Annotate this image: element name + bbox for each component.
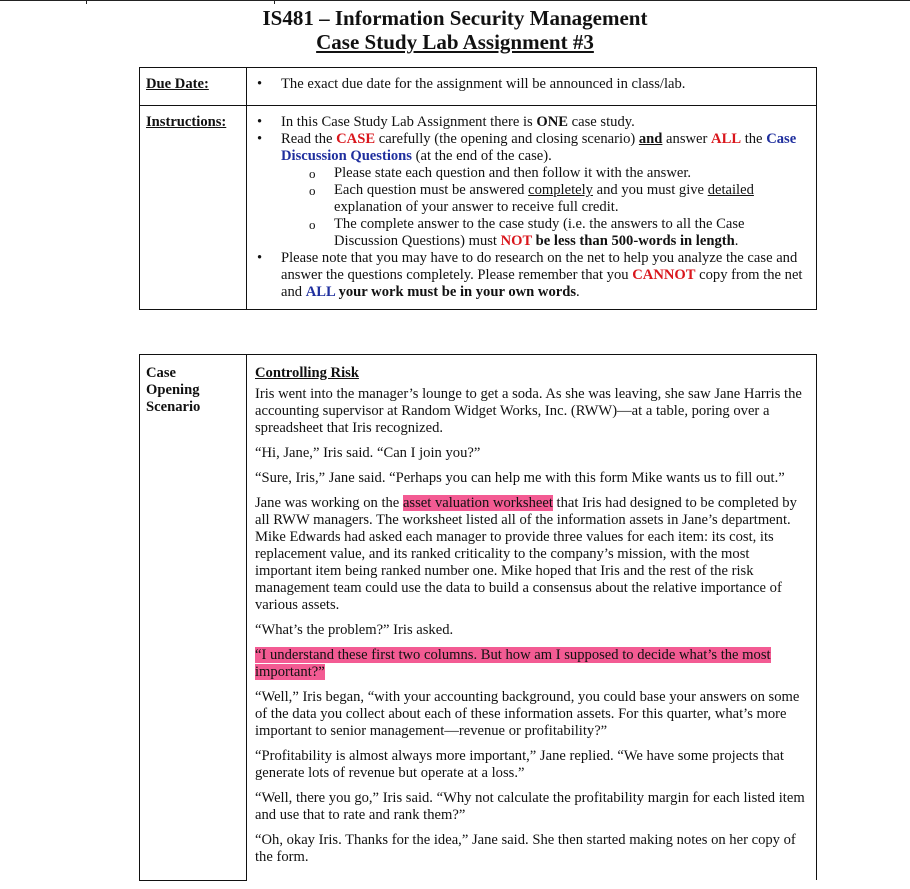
case-scenario-label: Case Opening Scenario bbox=[146, 365, 201, 415]
case-scenario-content bbox=[247, 355, 817, 881]
instruction-subitem: o Each question must be answered completely and you must give detailed explanation of your answer to receive full credit. bbox=[334, 182, 808, 216]
scenario-paragraph: “Well, there you go,” Iris said. “Why not calculate the profitability margin for each listed item and use that to rate and rank them?” bbox=[255, 790, 805, 823]
emphasis-one: ONE bbox=[536, 114, 568, 130]
scenario-paragraph: “Oh, okay Iris. Thanks for the idea,” Jane said. She then started making notes on her copy of the form. bbox=[255, 832, 796, 865]
instruction-subitem: o Please state each question and then follow it with the answer. bbox=[334, 165, 808, 182]
instructions-content bbox=[247, 106, 817, 310]
highlighted-quote: “I understand these first two columns. But how am I supposed to decide what’s the most important?” bbox=[255, 647, 771, 680]
assignment-info-table bbox=[139, 67, 817, 310]
case-scenario-table bbox=[139, 354, 817, 881]
scenario-paragraph bbox=[255, 647, 808, 681]
scenario-paragraph: Jane was working on the asset valuation worksheet that Iris had designed to be completed by all RWW managers. The worksheet listed all of the information assets in Jane’s department. Mike Edwards had asked each manager to provide three values for each item: its cost, its replacement value, and its ranked criticality to the company’s mission, with the most important item being ranked number one. Mike hoped that Iris and the rest of the risk management team could use the data to build a consensus about the relative importance of various assets. bbox=[255, 495, 797, 613]
scenario-paragraph: Iris went into the manager’s lounge to get a soda. As she was leaving, she saw Jane Harris the accounting supervisor at Random Widget Works, Inc. (RWW)—at a table, poring over a spreadsheet that Iris recognized. bbox=[255, 386, 802, 436]
scenario-paragraph: “Hi, Jane,” Iris said. “Can I join you?” bbox=[255, 445, 481, 461]
document-title: IS481 – Information Security Management bbox=[262, 6, 648, 30]
instruction-sublist bbox=[281, 165, 808, 250]
scenario-paragraph: “Well,” Iris began, “with your accounting background, you could base your answers on some of the data you collect about each of these information assets. For this quarter, what’s more important to senior management—revenue or profitability?” bbox=[255, 689, 800, 739]
due-date-content bbox=[247, 68, 817, 106]
emphasis-cannot: CANNOT bbox=[632, 267, 696, 283]
emphasis-not: NOT bbox=[500, 233, 532, 249]
case-scenario-row bbox=[140, 355, 817, 881]
instructions-row bbox=[140, 106, 817, 310]
page-top-tick bbox=[86, 0, 87, 4]
due-date-label-cell bbox=[140, 68, 247, 106]
emphasis-all: ALL bbox=[711, 131, 742, 147]
instruction-item: • Please note that you may have to do research on the net to help you analyze the case and answer the questions completely. Please remember that you CANNOT copy from the net and ALL your work must be in your own words. bbox=[281, 250, 808, 301]
due-date-label: Due Date: bbox=[146, 76, 209, 92]
instruction-item: • In this Case Study Lab Assignment there is ONE case study. bbox=[281, 114, 808, 131]
emphasis-case-discussion-questions: Case Discussion Questions bbox=[281, 131, 797, 164]
emphasis-and: and bbox=[638, 131, 663, 147]
emphasis-all-work: ALL bbox=[305, 284, 335, 300]
instruction-subitem: o The complete answer to the case study (i.e. the answers to all the Case Discussion Questions) must NOT be less than 500-words in length. bbox=[334, 216, 808, 250]
instructions-label-cell bbox=[140, 106, 247, 310]
due-date-row bbox=[140, 68, 817, 106]
case-title: Controlling Risk bbox=[255, 365, 359, 381]
scenario-paragraph: “What’s the problem?” Iris asked. bbox=[255, 622, 454, 638]
highlighted-phrase: asset valuation worksheet bbox=[402, 495, 553, 511]
instructions-label: Instructions: bbox=[146, 114, 227, 130]
page-top-tick bbox=[274, 0, 275, 4]
case-scenario-label-cell bbox=[140, 355, 247, 881]
document-subtitle: Case Study Lab Assignment #3 bbox=[316, 30, 594, 54]
scenario-paragraph: “Profitability is almost always more important,” Jane replied. “We have some projects that generate lots of revenue but operate at a loss.” bbox=[255, 748, 784, 781]
scenario-paragraph: “Sure, Iris,” Jane said. “Perhaps you can help me with this form Mike wants us to fill out.” bbox=[255, 470, 785, 486]
due-date-text: • The exact due date for the assignment will be announced in class/lab. bbox=[281, 76, 808, 93]
instruction-item: • Read the CASE carefully (the opening and closing scenario) and answer ALL the Case Discussion Questions (at the end of the case). o Please state each question and then follow it with the answer. o Each question must be answered completely and you must give detailed explanation of your answer to receive full credit. o The complete answer to the case study (i.e. the answers to all the Case Discussion Questions) must NOT be less than 500-words in length. bbox=[281, 131, 808, 250]
page-top-rule bbox=[0, 0, 910, 1]
document-header bbox=[0, 6, 910, 54]
emphasis-case: CASE bbox=[336, 131, 376, 147]
